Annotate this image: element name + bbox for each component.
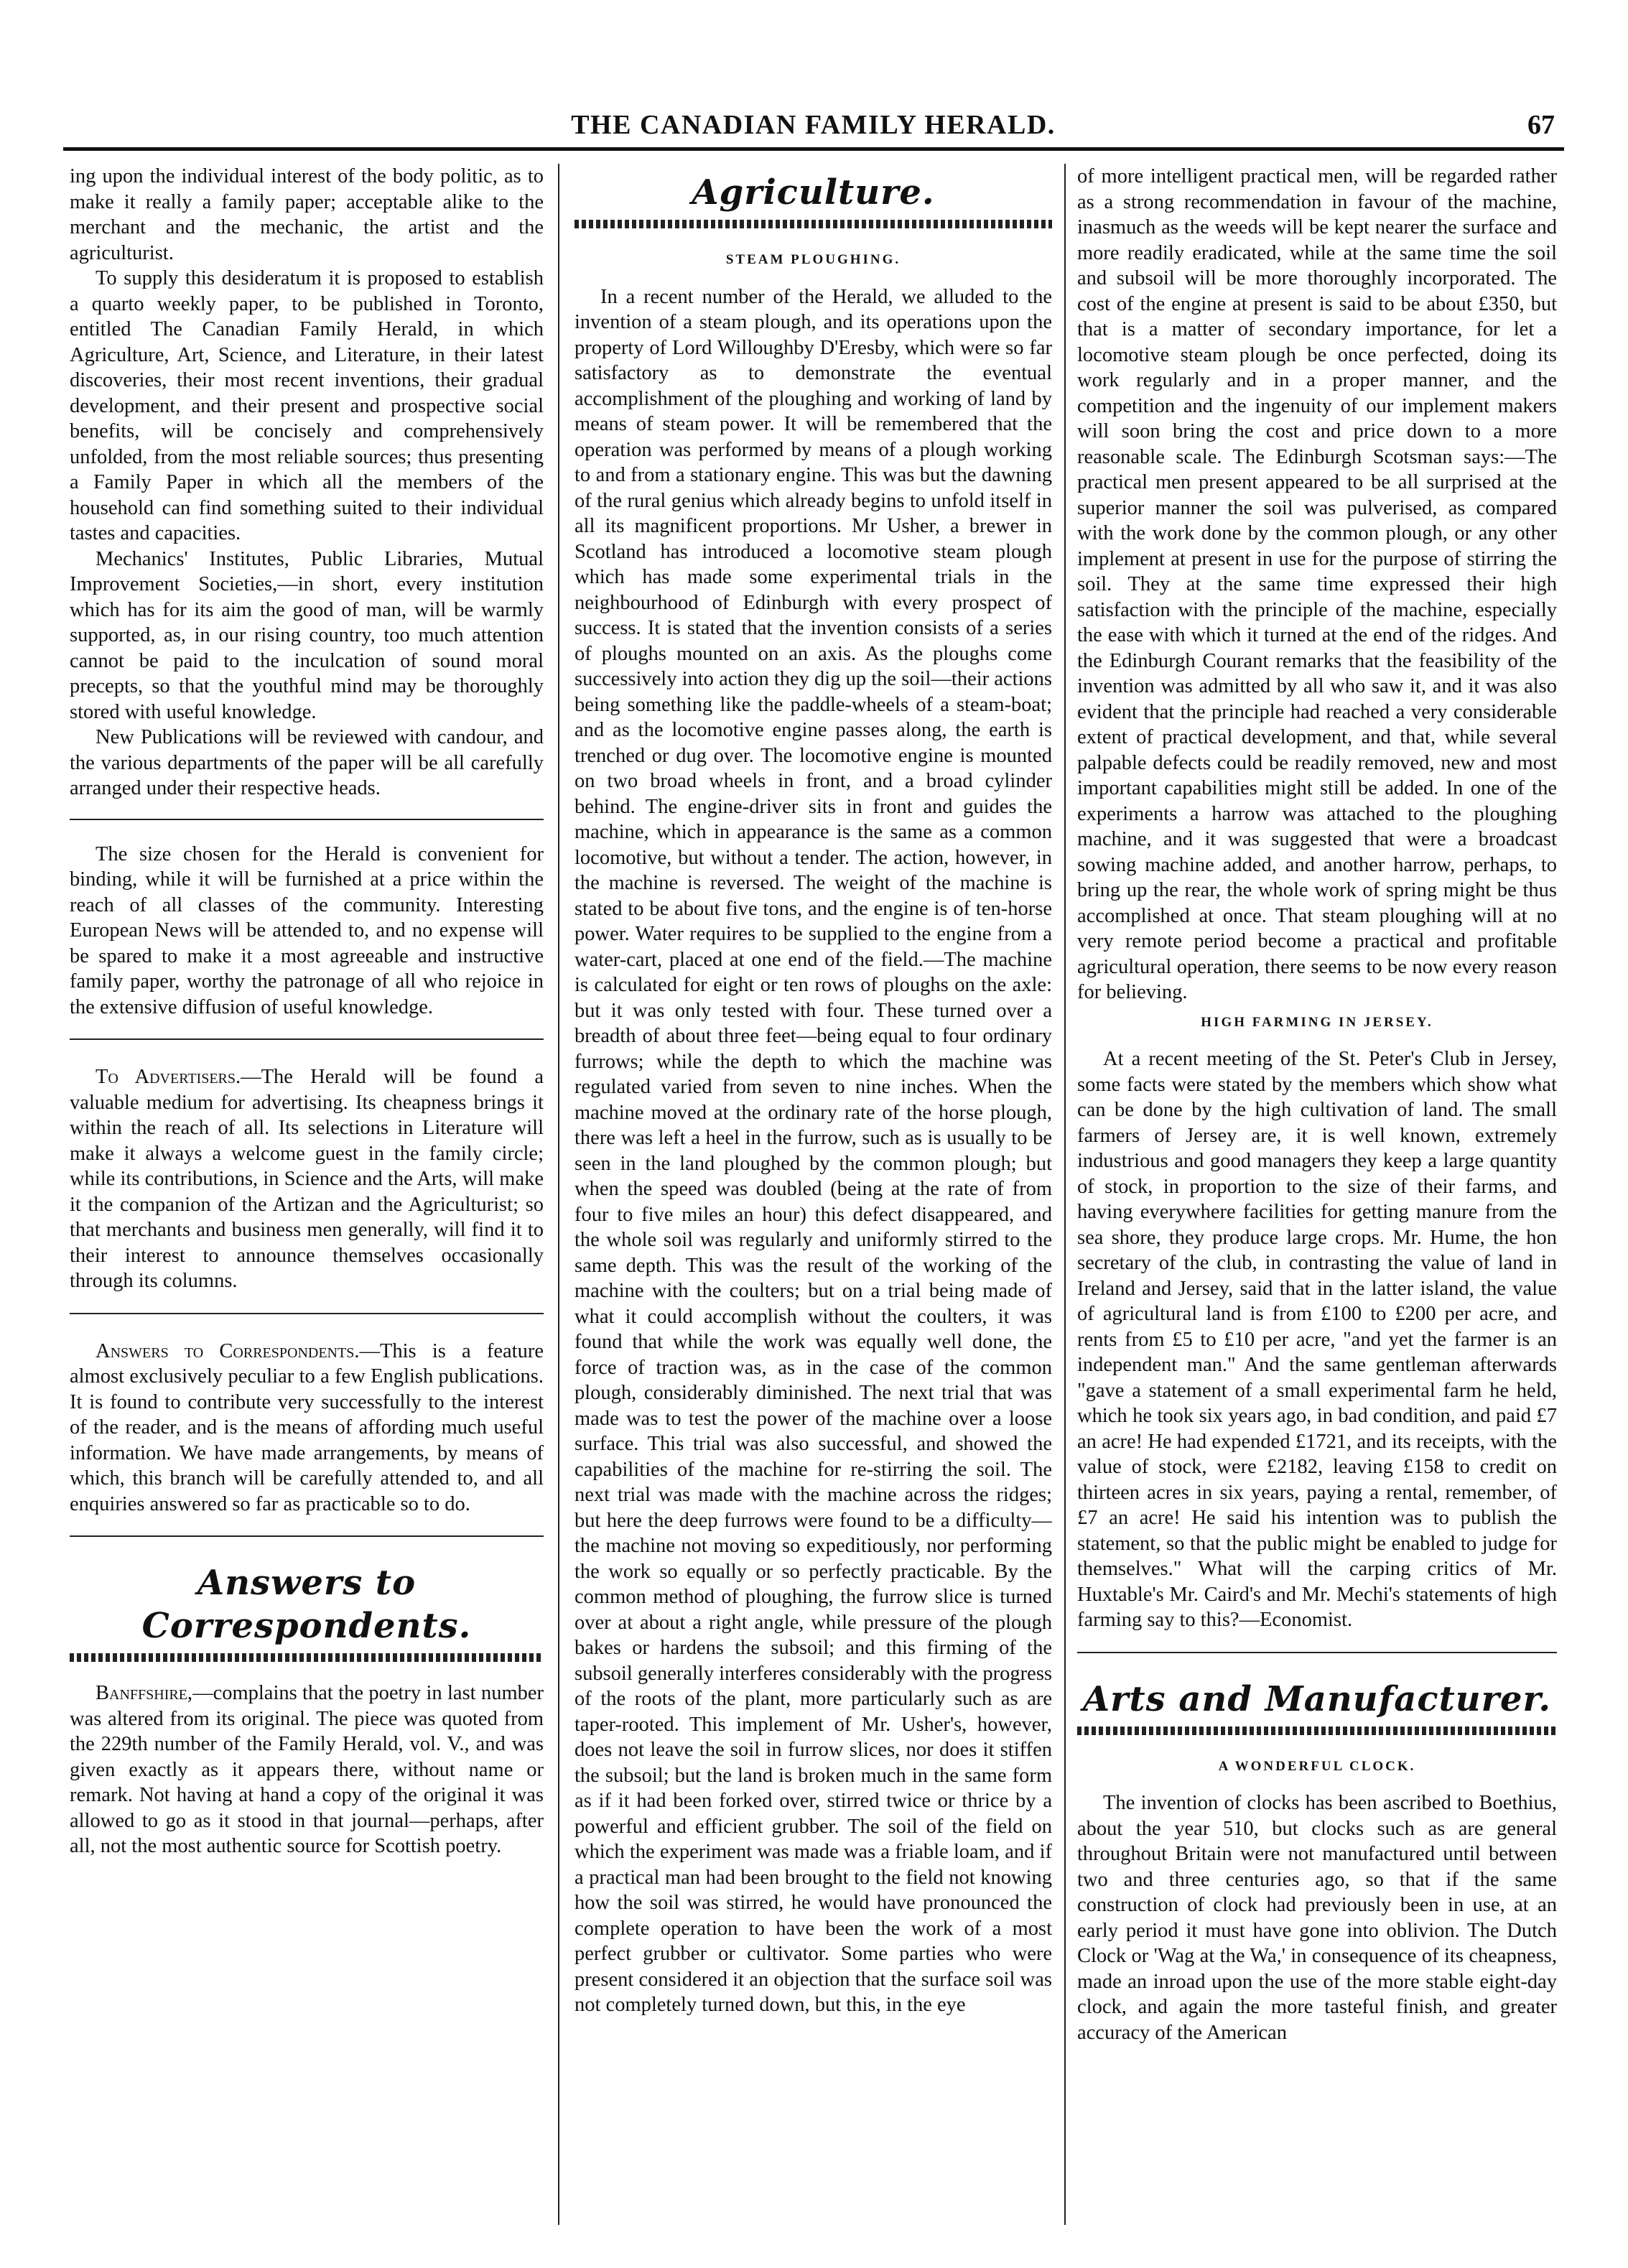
rule xyxy=(70,1535,544,1537)
correspondent-text: —complains that the poetry in last number was altered from its original. The piece was quoted from the 229th number of the Family Herald, vol. V., and was given exactly as it appears there, without name or remark. Not having at hand a copy of the original it was allowed to go as it stood in that journal—perhaps, after all, not the most authentic source for Scottish poetry. xyxy=(70,1682,544,1857)
rule xyxy=(70,819,544,820)
column-right xyxy=(1077,164,1557,2225)
advertisers-notice xyxy=(70,1064,544,1294)
paragraph: Mechanics' Institutes, Public Libraries, Mutual Improvement Societies,—in short, every institution which has for its aim the good of man, will be warmly supported, as, in our rising country, too much attention cannot be paid to the inculcation of sound moral precepts, so that the youthful mind may be thoroughly stored with useful knowledge. xyxy=(70,547,544,723)
section-heading-answers: Answers to Correspondents. xyxy=(141,1563,472,1646)
ornamental-rule xyxy=(70,1653,544,1662)
section-heading-agriculture: Agriculture. xyxy=(692,172,935,213)
correspondent-name: Banffshire, xyxy=(96,1682,193,1704)
answers-lead: Answers to Correspondents. xyxy=(96,1339,360,1362)
paragraph: To supply this desideratum it is proposed to establish a quarto weekly paper, to be published in Toronto, entitled The Canadian Family Herald, in which Agriculture, Art, Science, and Literature, in their latest discoveries, their most recent inventions, their gradual development, and their present and prospective social benefits, will be concisely and comprehensively unfolded, from the most reliable sources; thus presenting a Family Paper in which all the members of the household can find something suited to their individual tastes and capacities. xyxy=(70,267,544,544)
rule xyxy=(70,1038,544,1040)
section-heading-arts: Arts and Manufacturer. xyxy=(1082,1678,1552,1719)
column-divider xyxy=(1064,164,1066,2225)
column-divider xyxy=(558,164,559,2225)
paragraph: ing upon the individual interest of the body politic, as to make it really a family paper; acceptable alike to the merchant and the mechanic, the artist and the agriculturist. xyxy=(70,165,544,264)
article-subhead: A WONDERFUL CLOCK. xyxy=(1218,1758,1416,1774)
paragraph: The invention of clocks has been ascribed to Boethius, about the year 510, but clocks such as are general throughout Britain were not manufactured until between two and three centuries ago, so that if the same construction of clock had previously been in use, at an early period it must have gone into oblivion. The Dutch Clock or 'Wag at the Wa,' in consequence of its cheapness, made an inroad upon the use of the more stable eight-day clock, and again the more tasteful finish, and greater accuracy of the American xyxy=(1077,1792,1557,2044)
advertisers-lead: To Advertisers. xyxy=(96,1066,241,1088)
paragraph: At a recent meeting of the St. Peter's Club in Jersey, some facts were stated by the members which show what can be done by the high cultivation of land. The small farmers of Jersey are, it is well known, extremely industrious and good managers they keep a large quantity of stock, in proportion to the size of their farms, and having everywhere facilities for getting manure from the sea shore, they produce large crops. Mr. Hume, the hon secretary of the club, in contrasting the value of land in Ireland and Jersey, said that in the latter island, the value of agricultural land is from £100 to £200 per acre, and rents from £5 to £10 per acre, "and yet the farmer is an independent man." And the same gentleman afterwards "gave a statement of a small experimental farm he held, which he took six years ago, in bad condition, and paid £7 an acre! He had expended £1721, and its receipts, with the value of stock, were £2182, leaving £158 to credit on thirteen acres in six years, paying a rental, remember, of £7 an acre! He said his intention was to publish the statement, so that the public might be enabled to judge for themselves." What will the carping critics of Mr. Huxtable's Mr. Caird's and Mr. Mechi's statements of high farming say to this?—Economist. xyxy=(1077,1048,1557,1631)
advertisers-text: —The Herald will be found a valuable medium for advertising. Its cheapness brings it within the reach of all. Its selections in Literature will make it always a welcome guest in the family circle; while its contributions, in Science and the Arts, will make it the companion of the Artizan and the Agriculturist; so that merchants and business men generally, will find it to their interest to announce themselves occasionally through its columns. xyxy=(70,1066,544,1292)
paragraph: The size chosen for the Herald is convenient for binding, while it will be furnished at a price within the reach of all classes of the community. Interesting European News will be attended to, and no expense will be spared to make it a most agreeable and instructive family paper, worthy the patronage of all who rejoice in the extensive diffusion of useful knowledge. xyxy=(70,842,544,1018)
paragraph: In a recent number of the Herald, we alluded to the invention of a steam plough, and its operations upon the property of Lord Willoughby D'Eresby, which were so far satisfactory as to demonstrate the eventual accomplishment of the ploughing and working of land by means of steam power. It will be remembered that the operation was performed by means of a plough working to and from a stationary engine. This was but the dawning of the rural genius which already begins to unfold itself in all its magnificent proportions. Mr Usher, a brewer in Scotland has introduced a locomotive steam plough which has made some experimental trials in the neighbourhood of Edinburgh with every prospect of success. It is stated that the invention consists of a series of ploughs mounted on an axis. As the ploughs come successively into action they dig up the soil—their actions being something like the paddle-wheels of a steam-boat; and as the locomotive engine passes along, the earth is trenched or dug over. The locomotive engine is mounted on two broad wheels in front, and a broad cylinder behind. The engine-driver sits in front and guides the machine, which in appearance is the same as a common locomotive, but without a tender. The action, however, in the machine is reversed. The weight of the machine is stated to be about five tons, and the engine is of ten-horse power. Water requires to be supplied to the engine from a water-cart, placed at one end of the field.—The machine is calculated for eight or ten rows of ploughs on the axle: but it was only tested with four. These turned over a breadth of about three feet—being equal to four ordinary furrows; while the depth to which the machine was regulated varied from seven to nine inches. When the machine moved at the ordinary rate of the horse plough, there was left a heel in the furrow, such as is usually to be seen in the land ploughed by the common plough; but when the speed was doubled (being at the rate of from four to five miles an hour) this defect disappeared, and the whole soil was regularly and uniformly stirred to the same depth. This was the result of the working of the machine with the coulters; but on a trial being made of what it could accomplish without the coulters, it was found that while the work was equally well done, the force of traction was, as in the case of the common plough, considerably diminished. The next trial that was made was to test the power of the machine over a loose surface. This trial was also successful, and showed the capabilities of the machine for re-stirring the soil. The next trial was made with the machine across the ridges; but here the deep furrows were found to be a difficulty—the machine not moving so expeditiously, nor performing the work so equally or so perfectly practicable. By the common method of ploughing, the furrow slice is turned over at about a right angle, while pressure of the plough bakes or hardens the subsoil; and this firming of the subsoil generally interferes considerably with the progress of the roots of the plant, more particularly such as are taper-rooted. This implement of Mr. Usher's, however, does not leave the soil in furrow slices, nor does it stiffen the subsoil; but the land is broken much in the same form as if it had been forked over, stirred twice or thrice by a powerful and efficient grubber. The soil of the field on which the experiment was made was a friable loam, and if a practical man had been brought to the field not knowing how the soil was stirred, he would have pronounced the complete operation to have been the work of a most perfect grubber or cultivator. Some parties who were present considered it an objection that the surface soil was not completely turned down, but this, in the eye xyxy=(575,285,1052,2016)
running-title: THE CANADIAN FAMILY HERALD. xyxy=(571,110,1056,140)
article-subhead: STEAM PLOUGHING. xyxy=(725,252,901,267)
paragraph: New Publications will be reviewed with candour, and the various departments of the paper will be all carefully arranged under their respective heads. xyxy=(70,726,544,799)
column-left xyxy=(70,164,544,2225)
page-number: 67 xyxy=(1527,110,1555,140)
answers-text: —This is a feature almost exclusively peculiar to a few English publications. It is found to contribute very successfully to the interest of the reader, and is the means of affording much useful information. We have made arrangements, by means of which, this branch will be carefully attended to, and all enquiries answered so far as practicable so to do. xyxy=(70,1339,544,1515)
column-middle xyxy=(575,164,1052,2225)
header-rule xyxy=(63,147,1564,151)
ornamental-rule xyxy=(575,220,1052,228)
rule xyxy=(1077,1652,1557,1653)
paragraph: of more intelligent practical men, will be regarded rather as a strong recommendation in favour of the machine, inasmuch as the weeds will be kept nearer the surface and more readily eradicated, while at the same time the soil and subsoil will be more thoroughly incorporated. The cost of the engine at present is said to be about £350, but that is a matter of secondary importance, for let a locomotive steam plough be once perfected, doing its work regularly and in a proper manner, and the competition and the ingenuity of our implement makers will soon bring the cost and price down to a more reasonable scale. The Edinburgh Scotsman says:—The practical men present appeared to be all surprised at the superior manner the soil was pulverised, as compared with the work done by the common plough, or any other implement at present in use for the purpose of stirring the soil. They at the same time expressed their high satisfaction with the principle of the machine, especially the ease with which it turned at the end of the ridges. And the Edinburgh Courant remarks that the feasibility of the invention was admitted by all who saw it, and it was also evident that the principle had reached a very considerable extent of practical development, and that, while several palpable defects could be readily removed, new and most important capabilities might still be added. In one of the experiments a harrow was attached to the ploughing machine, and it was suggested that were a broadcast sowing machine added, and another harrow, perhaps, to bring up the rear, the whole work of spring might be thus accomplished at once. That steam ploughing will at no very remote period become a practical and profitable agricultural operation, there seems to be now every reason for believing. xyxy=(1077,165,1557,1003)
ornamental-rule xyxy=(1077,1726,1557,1735)
rule xyxy=(70,1313,544,1314)
page-header xyxy=(65,109,1562,144)
answers-notice xyxy=(70,1339,544,1518)
correspondent-reply xyxy=(70,1681,544,1859)
article-subhead: HIGH FARMING IN JERSEY. xyxy=(1201,1014,1433,1030)
